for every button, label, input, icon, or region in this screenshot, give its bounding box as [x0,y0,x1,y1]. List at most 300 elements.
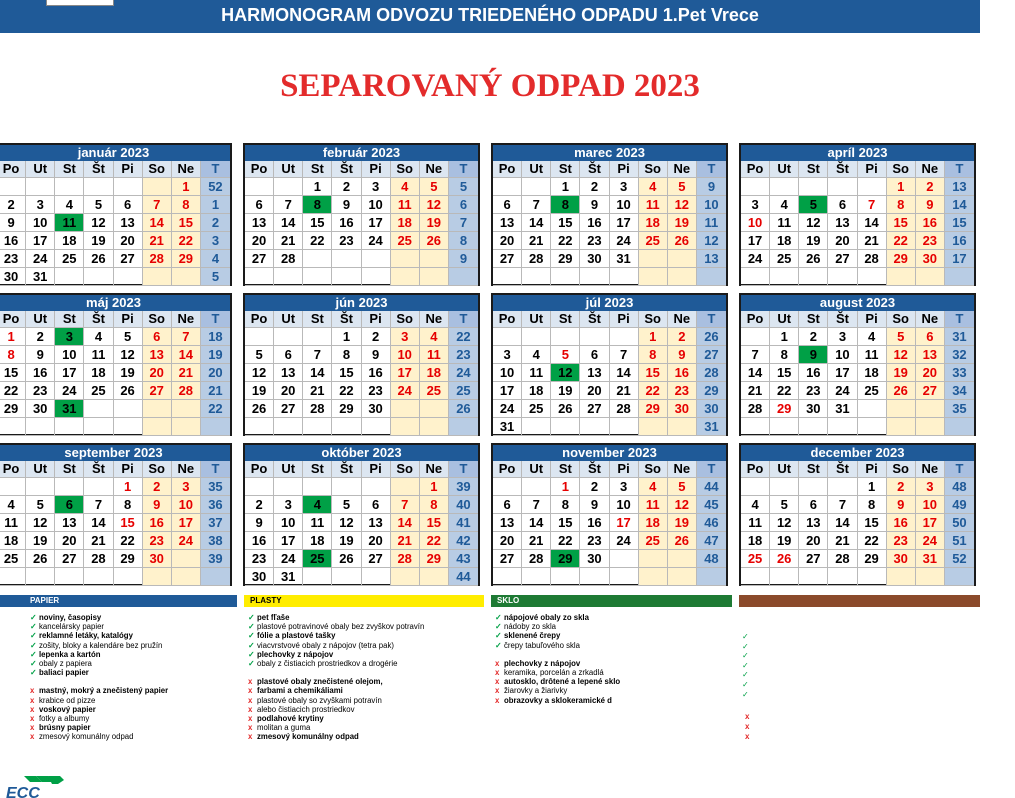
day-cell: 1 [420,478,449,496]
day-cell: 10 [610,196,639,214]
legend-yes-item [30,668,168,677]
week-number: 52 [201,178,230,196]
day-cell: 17 [26,232,55,250]
day-cell: 2 [799,328,828,346]
day-cell: 10 [172,496,201,514]
week-row [741,328,974,346]
month-name: august 2023 [741,295,974,311]
week-row [245,364,478,382]
day-cell: 26 [799,250,828,268]
day-cell: 7 [522,496,551,514]
day-names-row [741,461,974,478]
week-row [493,532,726,550]
day-cell [143,268,172,286]
check-icon: ✓ [30,640,37,650]
day-name: Po [741,161,770,178]
day-name: Št [84,311,113,328]
day-cell: 11 [391,196,420,214]
day-cell: 8 [551,496,580,514]
day-cell: 13 [114,214,143,232]
day-cell: 20 [114,232,143,250]
week-number: 14 [945,196,974,214]
day-cell: 22 [858,532,887,550]
day-cell: 27 [916,382,945,400]
week-number: 18 [201,328,230,346]
day-cell: 12 [332,514,361,532]
day-name: So [639,311,668,328]
day-cell: 22 [172,232,201,250]
day-cell: 19 [668,214,697,232]
day-cell: 22 [770,382,799,400]
day-cell [522,478,551,496]
legend-plasty-title: PLASTY [250,596,282,605]
day-cell [858,400,887,418]
cross-icon: x [248,686,253,696]
day-cell: 22 [639,382,668,400]
week-number: 20 [201,364,230,382]
week-row [493,250,726,268]
day-name: T [201,311,230,328]
week-number: 44 [449,568,478,586]
day-cell [55,178,84,196]
week-number: 7 [449,214,478,232]
day-names-row [0,461,230,478]
day-cell: 10 [362,196,391,214]
legend-item-text: krabice od pizze [39,695,96,705]
week-number: 31 [697,418,726,436]
day-cell [639,418,668,436]
day-cell [420,418,449,436]
week-row [245,268,478,286]
week-row [0,400,230,418]
day-cell: 13 [143,346,172,364]
day-cell: 18 [0,532,26,550]
day-cell: 5 [26,496,55,514]
check-icon: ✓ [248,640,255,650]
legend-item-text: kancelársky papier [39,622,105,632]
legend-item-text: črepy tabuľového skla [504,640,580,650]
week-row [0,382,230,400]
day-cell: 24 [274,550,303,568]
legend-item-text: fotky a albumy [39,714,90,724]
day-cell: 29 [551,250,580,268]
day-cell: 12 [668,496,697,514]
day-cell [916,568,945,586]
day-cell: 4 [741,496,770,514]
week-number: 52 [945,550,974,568]
cross-icon: x [248,714,253,724]
day-name: Ut [770,161,799,178]
week-row [245,328,478,346]
week-row [741,550,974,568]
day-cell: 7 [741,346,770,364]
day-cell: 16 [799,364,828,382]
week-row [493,178,726,196]
day-cell: 29 [858,550,887,568]
day-cell: 9 [799,346,828,364]
day-name: St [55,461,84,478]
day-cell: 29 [332,400,361,418]
day-name: Št [332,311,361,328]
legend-item-text: fólie a plastové tašky [257,631,336,641]
day-cell: 27 [55,550,84,568]
day-cell [770,478,799,496]
week-row [493,514,726,532]
week-row [493,268,726,286]
month-calendar [0,143,232,286]
day-cell: 26 [668,532,697,550]
week-number: 39 [449,478,478,496]
day-cell [610,550,639,568]
day-cell [172,418,201,436]
week-number [201,418,230,436]
day-cell: 31 [55,400,84,418]
day-cell: 20 [493,232,522,250]
day-cell: 5 [114,328,143,346]
day-cell: 3 [26,196,55,214]
day-cell: 16 [332,214,361,232]
day-names-row [493,461,726,478]
week-row [0,268,230,286]
day-cell [114,178,143,196]
day-cell [362,418,391,436]
legend-item-text: autosklo, drôtené a lepené sklo [504,677,621,687]
day-name: St [303,461,332,478]
day-cell: 10 [55,346,84,364]
day-name: Ne [420,461,449,478]
day-cell [143,400,172,418]
week-number: 11 [697,214,726,232]
day-name: Ut [26,161,55,178]
day-cell: 25 [303,550,332,568]
day-cell [741,178,770,196]
day-cell: 10 [916,496,945,514]
day-cell: 13 [245,214,274,232]
month-name: marec 2023 [493,145,726,161]
legend-item-text: baliaci papier [39,668,89,678]
day-cell: 1 [858,478,887,496]
day-cell: 29 [770,400,799,418]
week-row [245,532,478,550]
day-cell [828,478,857,496]
day-cell [303,250,332,268]
week-row [741,346,974,364]
day-cell [84,418,113,436]
day-cell: 25 [420,382,449,400]
week-number: 23 [449,346,478,364]
day-name: Po [493,311,522,328]
day-cell [391,268,420,286]
day-cell: 11 [55,214,84,232]
day-cell: 27 [143,382,172,400]
day-cell: 23 [799,382,828,400]
week-row [741,250,974,268]
day-cell: 22 [332,382,361,400]
day-cell [493,328,522,346]
day-name: Po [741,311,770,328]
day-name: T [945,311,974,328]
day-name: Št [828,461,857,478]
day-name: So [391,311,420,328]
day-name: Ne [172,461,201,478]
day-cell: 30 [143,550,172,568]
day-cell: 12 [770,514,799,532]
day-cell: 25 [639,232,668,250]
day-cell [420,250,449,268]
day-cell [391,250,420,268]
day-cell: 17 [610,214,639,232]
legend-yes-item [30,631,168,640]
legend-yes-item [30,613,168,622]
day-cell [858,418,887,436]
day-name: Pi [610,311,639,328]
week-number: 19 [201,346,230,364]
week-number [945,568,974,586]
day-cell: 31 [610,250,639,268]
legend-item-text: plechovky z nápojov [504,658,581,668]
day-cell [84,178,113,196]
day-cell: 2 [887,478,916,496]
day-cell: 10 [741,214,770,232]
day-name: T [201,161,230,178]
legend-item-text: viacvrstvové obaly z nápojov (tetra pak) [257,640,394,650]
day-cell: 17 [610,514,639,532]
legend-papier-title: PAPIER [30,596,60,605]
day-cell: 7 [172,328,201,346]
week-number: 48 [945,478,974,496]
day-names-row [741,311,974,328]
day-name: T [201,461,230,478]
day-cell: 14 [274,214,303,232]
day-cell: 23 [887,532,916,550]
day-cell [639,268,668,286]
day-cell [858,178,887,196]
day-cell: 29 [639,400,668,418]
day-cell: 26 [84,250,113,268]
day-cell: 9 [26,346,55,364]
legend-no-item [30,723,168,732]
day-cell [887,418,916,436]
week-number: 6 [449,196,478,214]
day-cell: 31 [493,418,522,436]
check-icon: ✓ [30,613,37,622]
week-row [0,478,230,496]
day-name: Št [84,161,113,178]
cross-icon: x [30,695,35,705]
week-number: 26 [449,400,478,418]
week-number: 47 [697,532,726,550]
month-name: september 2023 [0,445,230,461]
day-cell [493,178,522,196]
week-row [245,196,478,214]
day-name: So [887,461,916,478]
day-cell: 17 [828,364,857,382]
legend-yes-item [30,622,168,631]
day-cell [332,268,361,286]
day-cell [114,268,143,286]
week-number: 43 [449,550,478,568]
check-icon: ✓ [495,640,502,650]
week-row [493,382,726,400]
day-cell: 18 [84,364,113,382]
day-cell [668,268,697,286]
day-cell: 3 [362,178,391,196]
week-row [0,568,230,586]
day-name: Po [245,461,274,478]
month-name: december 2023 [741,445,974,461]
day-name: St [551,311,580,328]
day-cell: 4 [522,346,551,364]
day-cell: 15 [770,364,799,382]
day-cell [522,328,551,346]
day-cell [172,568,201,586]
day-cell [522,418,551,436]
day-cell: 26 [668,232,697,250]
day-cell: 1 [332,328,361,346]
day-cell: 3 [610,478,639,496]
day-cell: 23 [26,382,55,400]
day-cell: 2 [26,328,55,346]
week-row [741,178,974,196]
week-row [245,418,478,436]
day-cell: 8 [0,346,26,364]
day-cell [26,478,55,496]
day-cell: 3 [172,478,201,496]
day-cell: 19 [114,364,143,382]
day-cell [610,268,639,286]
day-cell: 28 [522,550,551,568]
month-calendar [0,443,232,586]
day-cell [0,178,26,196]
week-row [0,178,230,196]
day-cell: 4 [639,478,668,496]
legend-item-text: obrazovky a sklokeramické d [504,695,612,705]
day-cell [770,418,799,436]
day-cell: 28 [391,550,420,568]
day-cell: 22 [551,232,580,250]
day-cell [916,268,945,286]
day-cell: 27 [580,400,609,418]
day-cell [668,418,697,436]
day-cell: 28 [303,400,332,418]
day-cell: 8 [770,346,799,364]
day-cell [610,568,639,586]
legend-yes-item [495,631,620,640]
week-number [449,418,478,436]
week-row [0,418,230,436]
day-name: Pi [610,461,639,478]
legend-item-text: zmesový komunálny odpad [39,732,134,742]
day-cell: 15 [639,364,668,382]
check-icon: ✓ [248,622,255,632]
day-cell: 9 [668,346,697,364]
day-cell: 18 [522,382,551,400]
day-cell: 14 [858,214,887,232]
legend-item-text: reklamné letáky, katalógy [39,631,133,641]
day-cell: 24 [828,382,857,400]
day-cell: 6 [828,196,857,214]
month-name: apríl 2023 [741,145,974,161]
week-row [493,232,726,250]
legend-other-checks: ✓ ✓ ✓ ✓ ✓ ✓ ✓ [742,632,749,699]
day-name: So [887,161,916,178]
week-number: 50 [945,514,974,532]
week-row [741,568,974,586]
week-row [0,496,230,514]
week-row [245,400,478,418]
week-number: 17 [945,250,974,268]
day-cell [245,328,274,346]
month-calendar [739,143,976,286]
day-cell: 23 [0,250,26,268]
day-cell: 20 [274,382,303,400]
day-cell: 5 [770,496,799,514]
day-cell: 23 [580,532,609,550]
week-row [245,514,478,532]
legend-no-item [495,686,620,695]
day-cell: 19 [26,532,55,550]
week-number: 31 [945,328,974,346]
day-cell: 14 [522,514,551,532]
day-cell: 12 [84,214,113,232]
day-cell [741,328,770,346]
day-name: Po [0,161,26,178]
day-cell [143,418,172,436]
legend-item-text: žiarovky a žiarivky [504,686,568,696]
week-number: 34 [945,382,974,400]
day-cell: 22 [551,532,580,550]
day-cell: 30 [26,400,55,418]
day-cell [741,418,770,436]
week-number: 5 [201,268,230,286]
day-cell [114,568,143,586]
day-cell: 5 [799,196,828,214]
day-cell: 17 [741,232,770,250]
week-number [449,268,478,286]
day-cell [332,568,361,586]
day-cell [799,178,828,196]
day-cell: 25 [55,250,84,268]
header-bar [0,0,980,33]
week-number: 10 [697,196,726,214]
legend-yes-item [495,613,620,622]
week-row [245,250,478,268]
week-number: 15 [945,214,974,232]
day-cell [741,478,770,496]
day-cell: 24 [172,532,201,550]
day-cell: 4 [84,328,113,346]
week-number: 42 [449,532,478,550]
day-cell: 29 [420,550,449,568]
day-cell: 10 [391,346,420,364]
legend-item-text: obaly z papiera [39,659,92,669]
day-name: T [945,461,974,478]
day-cell [245,418,274,436]
week-row [245,550,478,568]
week-row [0,196,230,214]
day-name: Po [245,161,274,178]
day-cell: 25 [770,250,799,268]
week-row [245,568,478,586]
day-cell [770,268,799,286]
week-number [201,568,230,586]
week-number: 22 [201,400,230,418]
day-cell: 7 [274,196,303,214]
day-cell: 27 [245,250,274,268]
legend-no-item [30,686,168,695]
check-icon: ✓ [30,659,37,669]
day-name: St [799,161,828,178]
